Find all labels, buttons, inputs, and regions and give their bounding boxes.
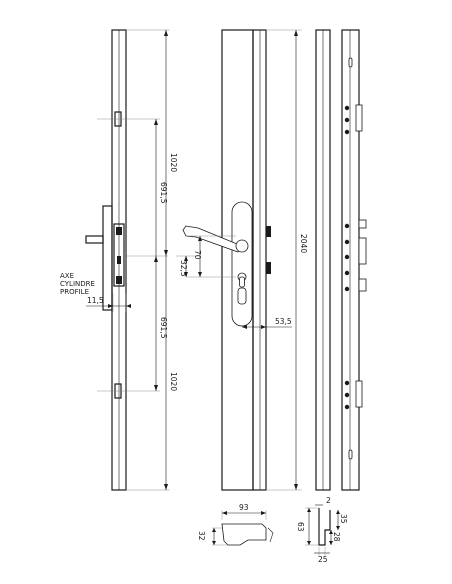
front-view [176,30,302,490]
faceplate-u-profile [319,508,330,545]
dim-section-top: 2 [326,496,331,505]
faceplate-section [305,505,340,556]
dim-profile-height: 32 [197,531,206,541]
caption-profile: PROFILE [60,288,90,296]
handle-profile-section [212,510,273,545]
dim-backset: 11,5 [87,296,104,305]
dim-section-upper: 35 [339,514,348,524]
caption-axe: AXE [60,272,75,280]
dim-section-lower: 28 [332,532,341,542]
dim-profile-width: 93 [239,503,249,512]
dim-handle-spacing: 70 [193,250,202,260]
rear-profile [342,30,359,490]
dim-cylinder-offset: 32,5 [179,260,188,277]
caption-cylindre: CYLINDRE [60,280,95,288]
handle-profile-shape [222,524,266,545]
dim-upper-spacing: 1020 [169,153,178,173]
side-view [86,30,170,490]
dim-lower-cylinder-offset: 691,5 [159,317,168,339]
handle-spindle [86,236,103,243]
door-leaf [253,30,266,490]
dim-upper-cylinder-offset: 691,5 [159,182,168,204]
rear-view [342,30,366,490]
dim-lower-spacing: 1020 [169,372,178,392]
dim-total-height: 2040 [299,234,308,254]
dim-handle-offset: 53,5 [275,317,292,326]
edge-view [316,30,330,490]
dim-section-base: 25 [318,555,328,564]
dim-section-height: 63 [296,522,305,532]
lock-case [103,206,112,310]
handle-escutcheon [232,202,252,326]
